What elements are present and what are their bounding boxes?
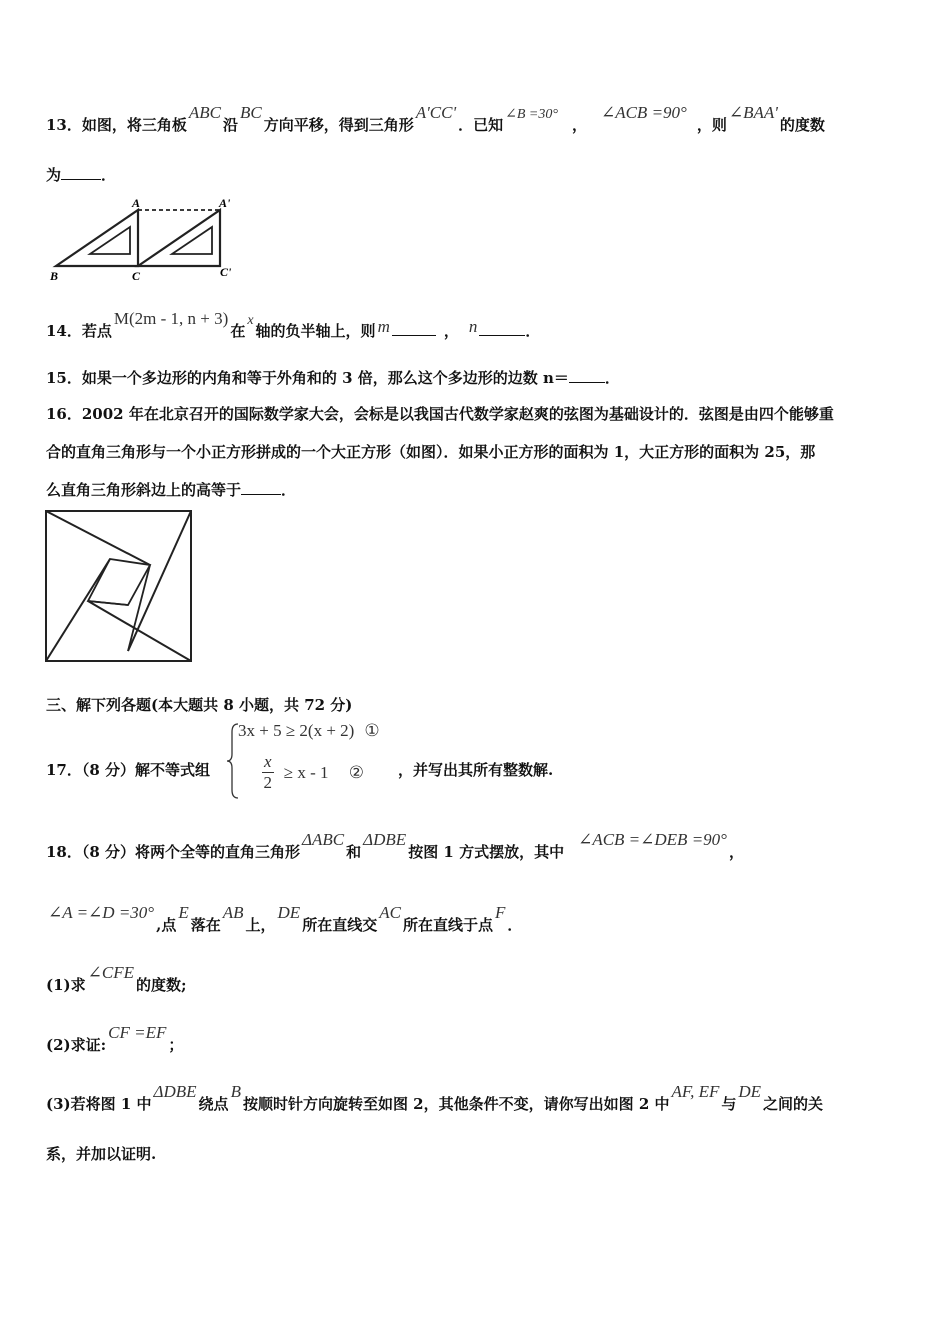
q13-line-1: 13．如图，将三角板ABC沿BC方向平移，得到三角形A'CC'．已知∠B =30°，∠ACB =90°，则∠BAA'的度数	[46, 103, 825, 134]
triangle-abc	[56, 210, 138, 266]
math-x: x	[247, 313, 254, 328]
math-f: F	[494, 903, 506, 922]
section-3-heading: 三、解下列各题(本大题共 8 小题，共 72 分)	[46, 696, 353, 714]
q18-line-1: 18．（8 分）将两个全等的直角三角形ΔABC和ΔDBE按图 1 方式摆放，其中∠ACB =∠DEB =90°，	[46, 830, 744, 861]
math-af-ef: AF, EF	[671, 1082, 720, 1101]
q18-line-2: ∠A =∠D =30°,点E落在AB上，DE所在直线交AC所在直线于点F．	[48, 903, 523, 934]
q18-part-1: (1)求∠CFE的度数;	[46, 963, 187, 994]
hyp-4	[46, 559, 110, 661]
triangle-inner-1	[90, 227, 130, 254]
math-ac: AC	[379, 903, 401, 922]
math-n: n	[468, 317, 478, 336]
math-b30: ∠B =30°	[505, 107, 558, 122]
q16-line-1: 16．2002 年在北京召开的国际数学家大会，会标是以我国古代数学家赵爽的弦图为基础设计的．弦图是由四个能够重	[46, 405, 834, 423]
math-de: DE	[277, 903, 301, 922]
q18-part-2: (2)求证:CF =EF；	[46, 1023, 184, 1054]
math-acc: A'CC'	[415, 103, 457, 122]
math-delta-abc: ΔABC	[302, 830, 345, 849]
math-cfe: ∠CFE	[87, 963, 134, 982]
hyp-1	[46, 511, 150, 565]
math-delta-dbe: ΔDBE	[363, 830, 407, 849]
fraction-x-over-2: $\frac{x}{2}$	[263, 752, 273, 792]
q14-blank-n[interactable]	[479, 321, 525, 336]
q18-part-3: (3)若将图 1 中ΔDBE绕点B按顺时针方向旋转至如图 2，其他条件不变，请你写出如图 2 中AF, EF与DE之间的关	[46, 1082, 824, 1113]
q16-answer-blank[interactable]	[241, 480, 281, 495]
q18-part-3-cont: 系，并加以证明.	[46, 1145, 157, 1163]
label-a-prime: A'	[219, 196, 231, 210]
q16-string-diagram	[44, 509, 194, 665]
math-b: B	[230, 1082, 241, 1101]
math-ab: AB	[222, 903, 244, 922]
triangle-inner-2	[172, 227, 212, 254]
math-abc: ABC	[188, 103, 221, 122]
math-de-2: DE	[738, 1082, 762, 1101]
math-baa: ∠BAA'	[728, 103, 778, 122]
math-e: E	[178, 903, 189, 922]
q16-line-3: 么直角三角形斜边上的高等于 ．	[46, 481, 297, 499]
q14-blank-m[interactable]	[392, 321, 436, 336]
label-c: C	[132, 269, 141, 283]
math-right-angles: ∠ACB =∠DEB =90°	[578, 830, 727, 849]
q17-prefix: 17．（8 分）解不等式组	[46, 761, 211, 779]
q13-answer-blank[interactable]	[61, 165, 101, 180]
math-point-m: M(2m - 1, n + 3)	[113, 309, 229, 328]
triangle-acc	[138, 210, 220, 266]
math-cf-ef: CF =EF	[108, 1023, 167, 1042]
math-m: m	[377, 317, 390, 336]
q13-number: 13．	[46, 116, 82, 134]
hyp-3	[88, 601, 191, 661]
q14-number: 14．	[46, 322, 82, 340]
q15-line: 15．如果一个多边形的内角和等于外角和的 3 倍，那么这个多边形的边数 n＝ ．	[46, 369, 620, 387]
q17-suffix: ，并写出其所有整数解.	[398, 761, 554, 779]
math-bc: BC	[240, 103, 262, 122]
q13-line-2: 为 ．	[46, 166, 117, 184]
q17-inequality-1: 3x + 5 ≥ 2(x + 2) ①	[238, 721, 380, 740]
math-angles-30: ∠A =∠D =30°	[48, 903, 155, 922]
label-b: B	[50, 269, 59, 283]
label-c-prime: C'	[220, 265, 232, 279]
q13-triangle-figure	[46, 196, 246, 284]
big-square	[46, 511, 191, 661]
label-a: A	[132, 196, 141, 210]
math-delta-dbe-2: ΔDBE	[153, 1082, 197, 1101]
math-acb90: ∠ACB =90°	[600, 103, 687, 122]
q16-line-2: 合的直角三角形与一个小正方形拼成的一个大正方形（如图）．如果小正方形的面积为 1，大正方形的面积为 25，那	[46, 443, 816, 461]
q14-line: 14．若点M(2m - 1, n + 3)在x轴的负半轴上，则 m ， n ．	[46, 309, 541, 340]
q17-inequality-2: $\frac{x}{2}$ ≥ x - 1 ②	[263, 752, 365, 792]
q15-answer-blank[interactable]	[569, 368, 605, 383]
